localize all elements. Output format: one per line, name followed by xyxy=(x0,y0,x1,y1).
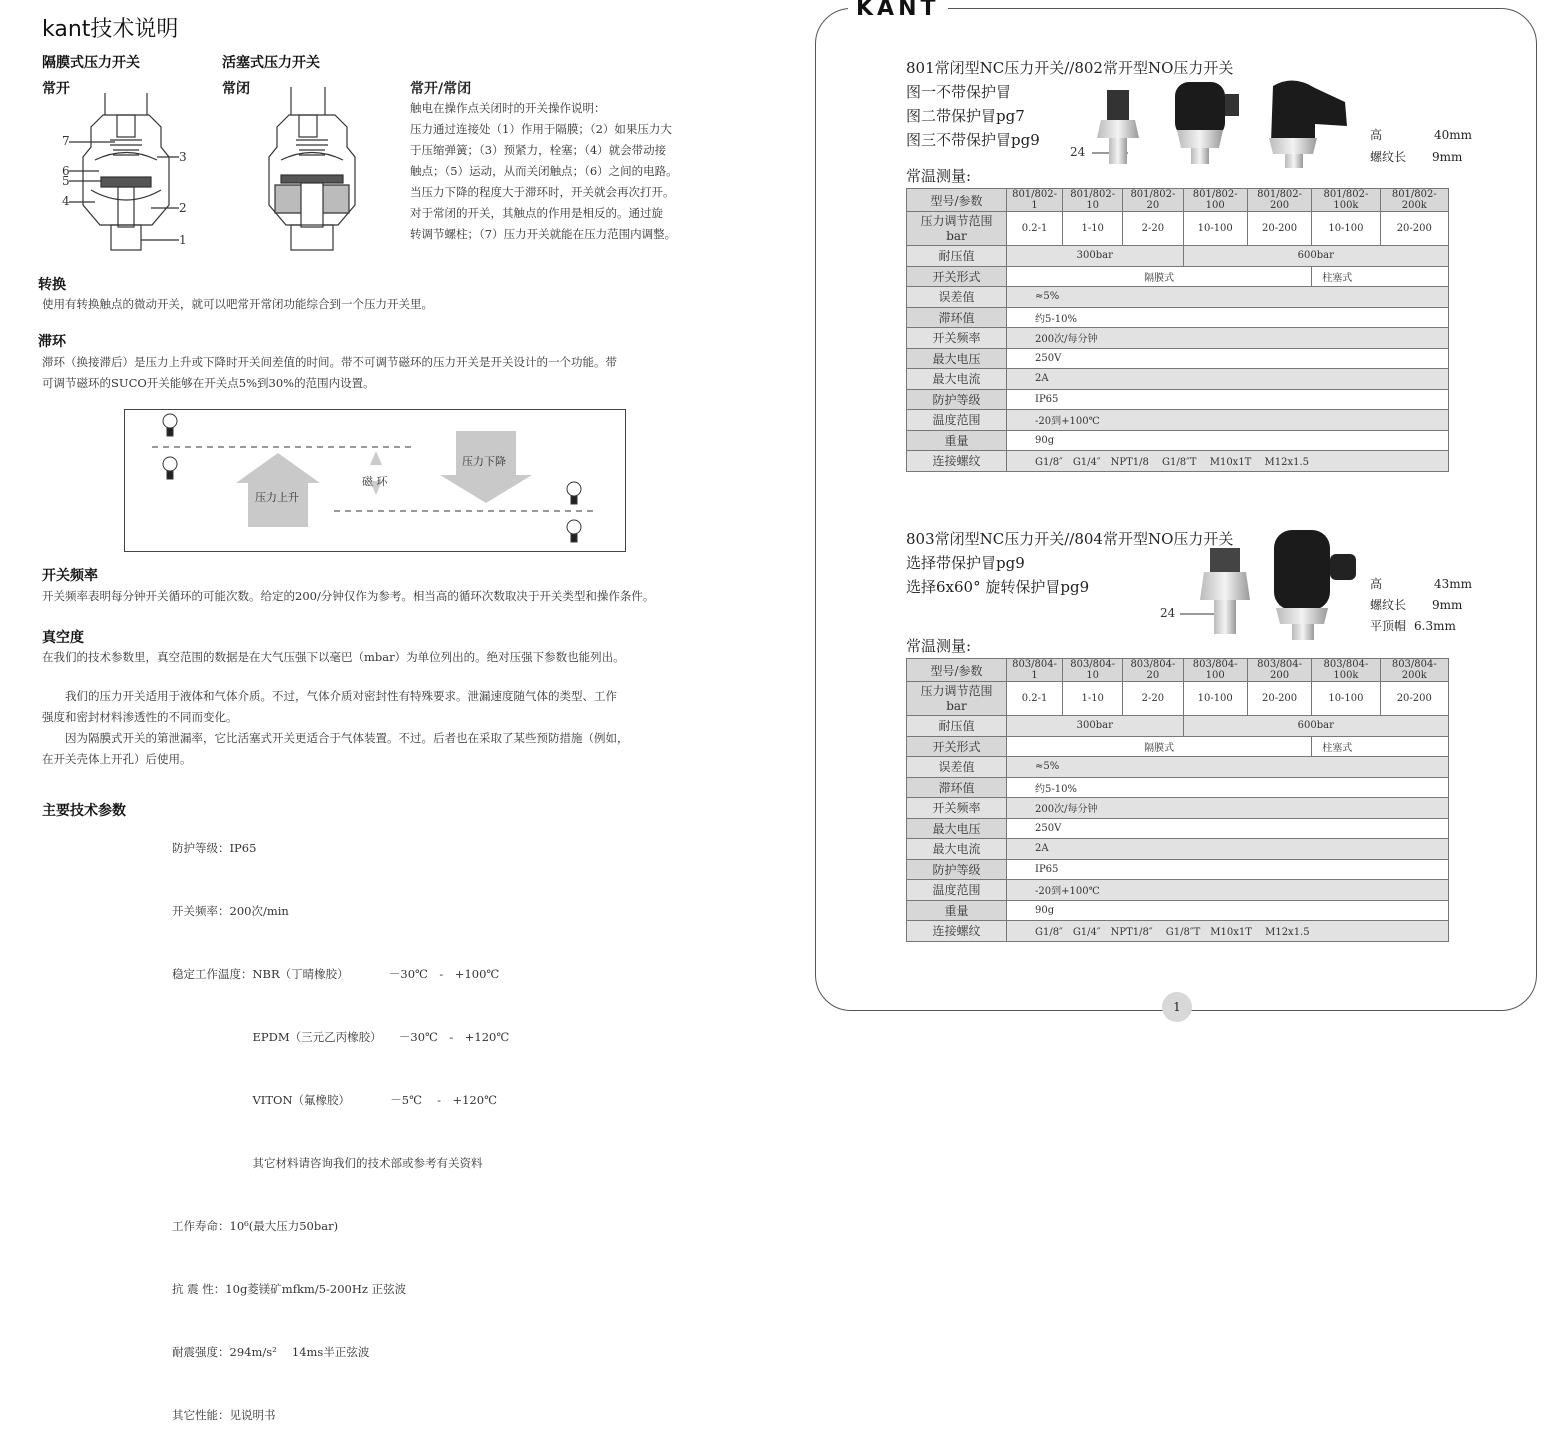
dim-label: 平顶帽 xyxy=(1370,619,1407,633)
product-801-dims xyxy=(1370,124,1472,168)
model-header: 801/802-1 xyxy=(1007,189,1063,212)
media-line: 强度和密封材料渗透性的不同而变化。 xyxy=(42,710,238,724)
range-cell: 20-200 xyxy=(1380,212,1448,246)
product-801-thread-callout: 24 xyxy=(1070,145,1086,159)
hysteresis-title: 滞环 xyxy=(38,334,66,350)
diagram-callout-7: 7 xyxy=(62,134,70,148)
dim-label: 螺纹长 xyxy=(1370,598,1407,612)
product-803-line: 选择带保护冒pg9 xyxy=(906,554,1025,572)
param-value: -20到+100℃ xyxy=(1007,410,1449,431)
param-value: 250V xyxy=(1007,348,1449,369)
product-803-line: 803常闭型NC压力开关//804常开型NO压力开关 xyxy=(906,530,1234,548)
dim-value: 40mm xyxy=(1434,128,1473,142)
product-801-line: 801常闭型NC压力开关//802常开型NO压力开关 xyxy=(906,59,1234,77)
table-header-label: 型号/参数 xyxy=(907,189,1007,212)
table-header-label: 型号/参数 xyxy=(907,659,1007,682)
nonc-line: 压力通过连接处（1）作用于隔膜；（2）如果压力大 xyxy=(410,122,672,136)
nonc-line: 于压缩弹簧；（3）预紧力，栓塞；（4）就会带动接 xyxy=(410,143,667,157)
param-label: 开关频率 xyxy=(907,798,1007,819)
diagram-callout-2: 2 xyxy=(179,201,187,215)
param-cell: 隔膜式 xyxy=(1007,736,1312,757)
dim-value: 6.3mm xyxy=(1414,619,1456,633)
range-cell: 0.2-1 xyxy=(1007,212,1063,246)
range-cell: 20-200 xyxy=(1247,212,1311,246)
room-temp-label-1: 常温测量: xyxy=(906,167,972,185)
nonc-line: 触点；（5）运动，从而关闭触点；（6）之间的电路。 xyxy=(410,164,678,178)
param-label: 防护等级 xyxy=(907,389,1007,410)
param-label: 防护等级 xyxy=(907,859,1007,880)
param-value: G1/8″ G1/4″ NPT1/8 G1/8″T M10x1T M12x1.5 xyxy=(1007,451,1449,472)
nonc-title: 常开/常闭 xyxy=(410,81,472,97)
frequency-text: 开关频率表明每分钟开关循环的可能次数。给定的200/分钟仅作为参考。相当高的循环次数取决于开关类型和操作条件。 xyxy=(42,589,655,603)
param-line: 其它性能：见说明书 xyxy=(172,1408,276,1422)
product-801-line: 图二带保护冒pg7 xyxy=(906,107,1025,125)
dim-label: 高 xyxy=(1370,577,1383,591)
param-cell: 300bar xyxy=(1007,716,1184,737)
range-cell: 10-100 xyxy=(1183,682,1247,716)
model-header: 803/804-10 xyxy=(1063,659,1123,682)
media-line: 在开关壳体上开孔）后使用。 xyxy=(42,752,192,766)
param-label: 最大电流 xyxy=(907,839,1007,860)
product-801-images xyxy=(1095,80,1365,170)
param-cell: 600bar xyxy=(1183,716,1448,737)
piston-switch-title: 活塞式压力开关 xyxy=(222,55,320,71)
piston-switch-drawing xyxy=(255,85,375,255)
range-cell: 10-100 xyxy=(1183,212,1247,246)
model-header: 801/802-20 xyxy=(1123,189,1183,212)
param-value: 2A xyxy=(1007,839,1449,860)
conversion-text: 使用有转换触点的微动开关，就可以吧常开常闭功能综合到一个压力开关里。 xyxy=(42,297,433,311)
nonc-line: 转调节螺柱；（7）压力开关就能在压力范围内调整。 xyxy=(410,227,677,241)
media-line: 我们的压力开关适用于液体和气体介质。不过，气体介质对密封性有特殊要求。泄漏速度随气体的类型、工作 xyxy=(42,689,617,703)
param-label: 开关形式 xyxy=(907,266,1007,287)
param-value: 约5-10% xyxy=(1007,777,1449,798)
param-label: 误差值 xyxy=(907,757,1007,778)
param-value: IP65 xyxy=(1007,389,1449,410)
model-header: 803/804-100k xyxy=(1312,659,1380,682)
model-header: 803/804-20 xyxy=(1123,659,1183,682)
nonc-line: 触电在操作点关闭时的开关操作说明： xyxy=(410,101,606,115)
frequency-title: 开关频率 xyxy=(42,568,98,584)
param-line: 工作寿命：10⁶(最大压力50bar) xyxy=(172,1219,339,1233)
range-label: 压力调节范围 bar xyxy=(907,212,1007,246)
dim-value: 43mm xyxy=(1434,577,1473,591)
diagram-callout-4: 4 xyxy=(62,194,70,208)
product-803-dims xyxy=(1370,574,1472,637)
param-label: 最大电压 xyxy=(907,818,1007,839)
product-803-line: 选择6x60° 旋转保护冒pg9 xyxy=(906,578,1090,596)
nonc-description xyxy=(410,98,720,245)
diagram-callout-5: 5 xyxy=(62,174,70,188)
hysteresis-line: 滞环（换接滞后）是压力上升或下降时开关间差值的时间。带不可调节磁环的压力开关是开关设计的一个功能。带 xyxy=(42,355,617,369)
param-value: 200次/每分钟 xyxy=(1007,798,1449,819)
param-cell: 柱塞式 xyxy=(1312,736,1449,757)
param-value: G1/8″ G1/4″ NPT1/8″ G1/8″T M10x1T M12x1.5 xyxy=(1007,921,1449,942)
param-label: 耐压值 xyxy=(907,246,1007,267)
model-header: 801/802-200k xyxy=(1380,189,1448,212)
param-value: ≈5% xyxy=(1007,757,1449,778)
main-params-title: 主要技术参数 xyxy=(42,803,126,819)
main-params-list xyxy=(172,796,509,1447)
media-text xyxy=(42,686,732,770)
conversion-title: 转换 xyxy=(38,277,66,293)
param-label: 开关频率 xyxy=(907,328,1007,349)
param-label: 最大电流 xyxy=(907,369,1007,390)
pressure-rise-label: 压力上升 xyxy=(255,491,299,504)
param-value: IP65 xyxy=(1007,859,1449,880)
param-value: 2A xyxy=(1007,369,1449,390)
model-header: 801/802-200 xyxy=(1247,189,1311,212)
param-line: 防护等级：IP65 xyxy=(172,841,257,855)
param-label: 耐压值 xyxy=(907,716,1007,737)
normally-open-label: 常开 xyxy=(42,81,70,97)
pressure-drop-label: 压力下降 xyxy=(462,455,506,468)
hysteresis-text xyxy=(42,352,722,394)
model-header: 801/802-10 xyxy=(1063,189,1123,212)
dim-value: 9mm xyxy=(1432,150,1463,164)
param-label: 连接螺纹 xyxy=(907,451,1007,472)
range-label: 压力调节范围 bar xyxy=(907,682,1007,716)
dim-label: 螺纹长 xyxy=(1370,150,1407,164)
param-cell: 300bar xyxy=(1007,246,1184,267)
param-line: 抗 震 性：10g菱镁矿mfkm/5-200Hz 正弦波 xyxy=(172,1282,407,1296)
media-line: 因为隔膜式开关的第泄漏率，它比活塞式开关更适合于气体装置。不过。后者也在采取了某些预防措施（例如， xyxy=(42,731,629,745)
diaphragm-switch-title: 隔膜式压力开关 xyxy=(42,55,140,71)
diagram-callout-3: 3 xyxy=(179,150,187,164)
param-label: 最大电压 xyxy=(907,348,1007,369)
param-label: 温度范围 xyxy=(907,410,1007,431)
spec-table-801 xyxy=(906,188,1449,472)
param-line: EPDM（三元乙丙橡胶） －30℃ - +120℃ xyxy=(172,1030,510,1044)
diaphragm-switch-drawing xyxy=(55,85,195,255)
param-cell: 隔膜式 xyxy=(1007,266,1312,287)
param-line: 其它材料请咨询我们的技术部或参考有关资料 xyxy=(172,1156,483,1170)
range-cell: 0.2-1 xyxy=(1007,682,1063,716)
param-label: 开关形式 xyxy=(907,736,1007,757)
model-header: 801/802-100k xyxy=(1312,189,1380,212)
range-cell: 20-200 xyxy=(1380,682,1448,716)
range-cell: 2-20 xyxy=(1123,212,1183,246)
param-label: 温度范围 xyxy=(907,880,1007,901)
page-number: 1 xyxy=(1162,992,1192,1022)
dim-value: 9mm xyxy=(1432,598,1463,612)
nonc-line: 当压力下降的程度大于滞环时，开关就会再次打开。 xyxy=(410,185,675,199)
param-value: 约5-10% xyxy=(1007,307,1449,328)
normally-closed-label: 常闭 xyxy=(222,81,250,97)
param-value: -20到+100℃ xyxy=(1007,880,1449,901)
hysteresis-band-label: 磁 环 xyxy=(362,475,388,488)
model-header: 803/804-100 xyxy=(1183,659,1247,682)
product-801-line: 图三不带保护冒pg9 xyxy=(906,131,1040,149)
range-cell: 1-10 xyxy=(1063,212,1123,246)
nonc-line: 对于常闭的开关，其触点的作用是相反的。通过旋 xyxy=(410,206,663,220)
range-cell: 10-100 xyxy=(1312,682,1380,716)
param-value: 90g xyxy=(1007,430,1449,451)
param-line: 耐震强度：294m/s² 14ms半正弦波 xyxy=(172,1345,370,1359)
dim-label: 高 xyxy=(1370,128,1383,142)
diagram-callout-6: 6 xyxy=(62,164,70,178)
range-cell: 10-100 xyxy=(1312,212,1380,246)
vacuum-text: 在我们的技术参数里，真空范围的数据是在大气压强下以毫巴（mbar）为单位列出的。绝对压强下参数也能列出。 xyxy=(42,650,625,664)
diagram-callout-1: 1 xyxy=(179,233,187,247)
hysteresis-line: 可调节磁环的SUCO开关能够在开关点5%到30%的范围内设置。 xyxy=(42,376,375,390)
range-cell: 1-10 xyxy=(1063,682,1123,716)
page-title: kant技术说明 xyxy=(42,17,179,42)
product-803-thread-callout: 24 xyxy=(1160,606,1176,620)
spec-table-803 xyxy=(906,658,1449,942)
param-cell: 600bar xyxy=(1183,246,1448,267)
room-temp-label-2: 常温测量: xyxy=(906,637,972,655)
param-value: 250V xyxy=(1007,818,1449,839)
param-line: 稳定工作温度：NBR（丁晴橡胶） －30℃ - +100℃ xyxy=(172,967,500,981)
param-label: 重量 xyxy=(907,900,1007,921)
model-header: 803/804-200k xyxy=(1380,659,1448,682)
model-header: 803/804-200 xyxy=(1247,659,1311,682)
brand-logo: KANT xyxy=(848,0,948,21)
product-803-heading xyxy=(906,527,1233,599)
param-label: 滞环值 xyxy=(907,777,1007,798)
range-cell: 2-20 xyxy=(1123,682,1183,716)
param-label: 连接螺纹 xyxy=(907,921,1007,942)
param-value: ≈5% xyxy=(1007,287,1449,308)
model-header: 803/804-1 xyxy=(1007,659,1063,682)
param-value: 200次/每分钟 xyxy=(1007,328,1449,349)
product-801-line: 图一不带保护冒 xyxy=(906,83,1012,101)
product-803-images xyxy=(1200,528,1370,643)
param-label: 滞环值 xyxy=(907,307,1007,328)
param-line: 开关频率：200次/min xyxy=(172,904,289,918)
param-line: VITON（氟橡胶） －5℃ - +120℃ xyxy=(172,1093,497,1107)
param-label: 重量 xyxy=(907,430,1007,451)
param-label: 误差值 xyxy=(907,287,1007,308)
range-cell: 20-200 xyxy=(1247,682,1311,716)
param-cell: 柱塞式 xyxy=(1312,266,1449,287)
model-header: 801/802-100 xyxy=(1183,189,1247,212)
param-value: 90g xyxy=(1007,900,1449,921)
vacuum-title: 真空度 xyxy=(42,630,84,646)
